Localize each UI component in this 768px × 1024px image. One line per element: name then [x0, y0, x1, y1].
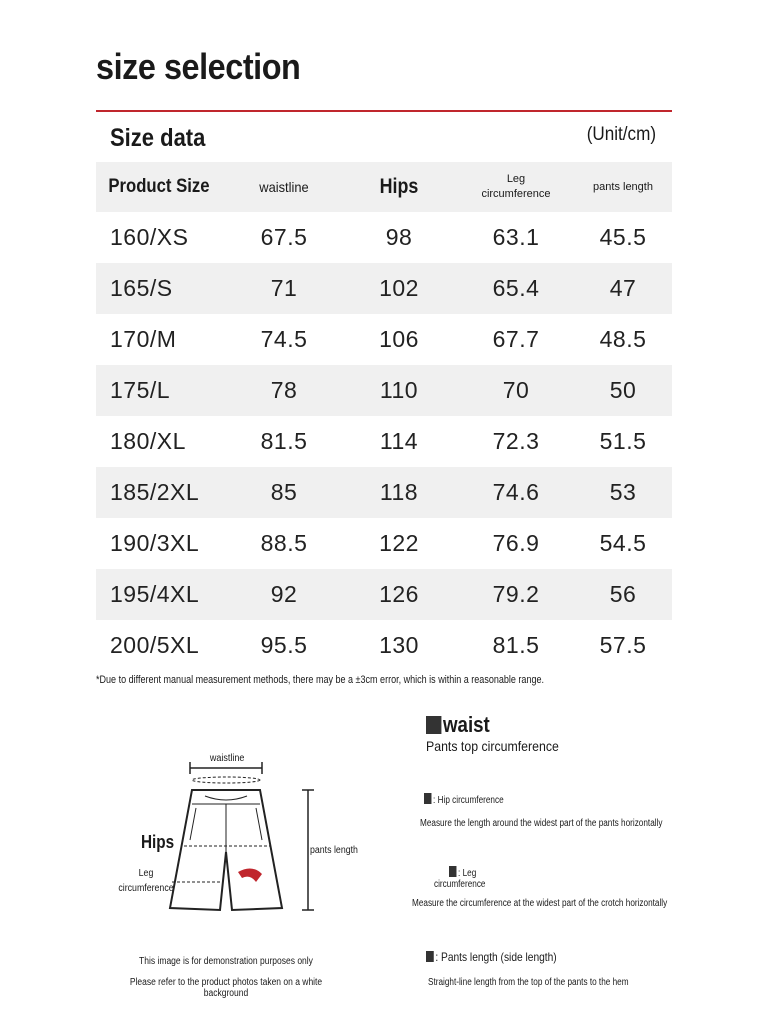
cell-pants-length: 53 [609, 479, 637, 505]
cell-hips: 118 [379, 479, 419, 505]
length-definition-desc: Straight-line length from the top of the pants to the hem [428, 977, 629, 988]
demo-note-1: This image is for demonstration purposes only [139, 956, 313, 967]
missing-glyph-icon [426, 951, 434, 962]
table-row [96, 620, 672, 671]
cell-size: 160/XS [110, 224, 189, 250]
cell-leg-circumference: 79.2 [492, 581, 540, 607]
size-data-heading: Size data [110, 124, 206, 152]
cell-waistline: 71 [270, 275, 298, 301]
cell-pants-length: 47 [609, 275, 637, 301]
cell-size: 190/3XL [110, 530, 200, 556]
cell-hips: 122 [379, 530, 419, 556]
cell-hips: 110 [379, 377, 419, 403]
cell-leg-circumference: 74.6 [492, 479, 540, 505]
cell-leg-circumference: 67.7 [492, 326, 540, 352]
cell-waistline: 74.5 [260, 326, 308, 352]
diagram-leg-label [114, 866, 177, 896]
table-row [96, 365, 672, 416]
cell-size: 180/XL [110, 428, 186, 454]
cell-hips: 130 [379, 632, 419, 658]
cell-pants-length: 48.5 [599, 326, 647, 352]
brand-logo-icon [238, 868, 262, 882]
header-pants-length: pants length [593, 181, 653, 193]
cell-size: 185/2XL [110, 479, 200, 505]
cell-leg-circumference: 76.9 [492, 530, 540, 556]
missing-glyph-icon [426, 716, 441, 734]
diagram-leg-line2: circumference [118, 883, 174, 894]
cell-size: 195/4XL [110, 581, 200, 607]
cell-leg-circumference: 70 [502, 377, 530, 403]
table-row [96, 263, 672, 314]
header-leg-circumference [458, 172, 574, 202]
hip-definition-desc: Measure the length around the widest part of the pants horizontally [420, 818, 663, 829]
waist-definition-desc: Pants top circumference [426, 738, 559, 754]
cell-pants-length: 51.5 [599, 428, 647, 454]
page-title: size selection [96, 46, 301, 87]
cell-waistline: 67.5 [260, 224, 308, 250]
cell-waistline: 81.5 [260, 428, 308, 454]
cell-pants-length: 57.5 [599, 632, 647, 658]
cell-size: 175/L [110, 377, 171, 403]
cell-hips: 114 [379, 428, 419, 454]
disclaimer: *Due to different manual measurement methods, there may be a ±3cm error, which is within a reasonable range. [96, 674, 545, 686]
table-row [96, 518, 672, 569]
table-row [96, 212, 672, 263]
leg-definition-title-line2: circumference [434, 879, 486, 890]
unit-label: (Unit/cm) [586, 124, 656, 145]
cell-pants-length: 54.5 [599, 530, 647, 556]
table-row [96, 314, 672, 365]
header-hips: Hips [379, 175, 419, 198]
cell-hips: 98 [385, 224, 413, 250]
cell-leg-circumference: 63.1 [492, 224, 540, 250]
diagram-pants-length-label: pants length [310, 845, 358, 856]
table-row [96, 416, 672, 467]
table-row [96, 569, 672, 620]
cell-leg-circumference: 65.4 [492, 275, 540, 301]
hip-definition-title [424, 793, 504, 806]
cell-waistline: 78 [270, 377, 298, 403]
header-waistline: waistline [259, 179, 309, 195]
cell-size: 200/5XL [110, 632, 200, 658]
length-definition-title [426, 950, 557, 964]
cell-pants-length: 50 [609, 377, 637, 403]
missing-glyph-icon [449, 866, 456, 877]
demo-note-2: Please refer to the product photos taken on a white background [129, 977, 323, 999]
cell-leg-circumference: 81.5 [492, 632, 540, 658]
table-header-row [96, 162, 672, 212]
diagram-waistline-label: waistline [209, 753, 245, 764]
waist-definition-title [426, 712, 490, 738]
hip-title-text: : Hip circumference [433, 795, 504, 806]
cell-waistline: 85 [270, 479, 298, 505]
cell-waistline: 95.5 [260, 632, 308, 658]
cell-hips: 102 [379, 275, 419, 301]
cell-leg-circumference: 72.3 [492, 428, 540, 454]
cell-waistline: 88.5 [260, 530, 308, 556]
header-leg-line1: Leg [506, 173, 526, 185]
cell-hips: 126 [379, 581, 419, 607]
cell-pants-length: 56 [609, 581, 637, 607]
cell-size: 170/M [110, 326, 177, 352]
cell-pants-length: 45.5 [599, 224, 647, 250]
leg-definition-title [449, 866, 476, 879]
title-divider [96, 110, 672, 112]
diagram-leg-line1: Leg [138, 868, 154, 879]
header-leg-line2: circumference [481, 188, 551, 200]
table-row [96, 467, 672, 518]
cell-waistline: 92 [270, 581, 298, 607]
cell-size: 165/S [110, 275, 173, 301]
leg-title-line1: : Leg [458, 868, 477, 879]
size-table [96, 162, 672, 671]
diagram-hips-label: Hips [141, 832, 175, 852]
length-title-text: : Pants length (side length) [435, 950, 557, 964]
cell-hips: 106 [379, 326, 419, 352]
missing-glyph-icon [424, 793, 431, 804]
table-body [96, 212, 672, 671]
leg-definition-desc: Measure the circumference at the widest part of the crotch horizontally [412, 898, 668, 909]
waist-title-text: waist [443, 712, 490, 737]
header-product-size: Product Size [108, 176, 210, 197]
